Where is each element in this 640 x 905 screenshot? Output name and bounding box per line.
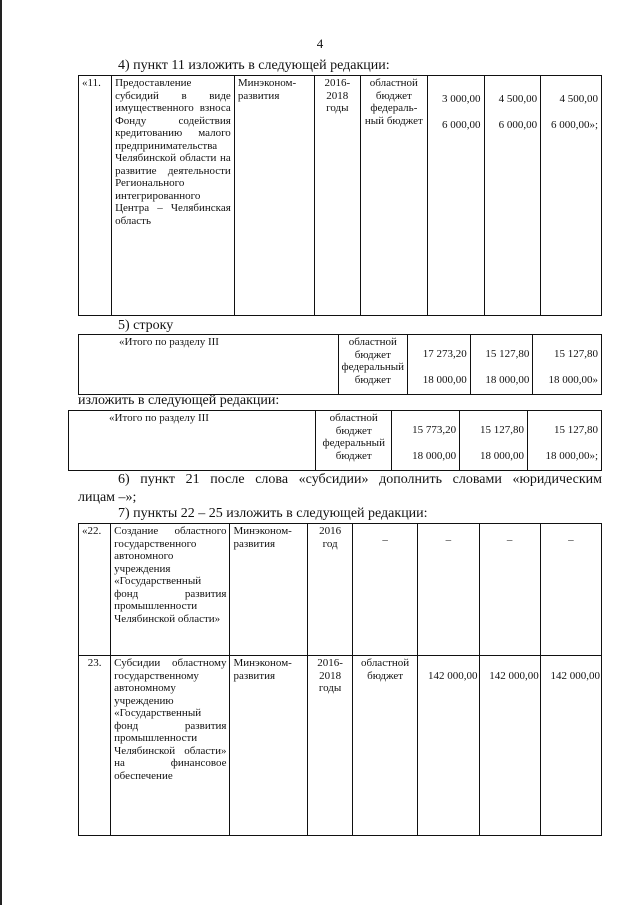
year-2016-values: [392, 411, 460, 471]
value-cell: 15 127,80: [485, 348, 530, 360]
funding-source: областной бюджет: [352, 656, 417, 836]
table-total-new: [68, 410, 602, 471]
value-cell: 142 000,00: [418, 656, 479, 836]
table-item-11: [78, 75, 602, 316]
funding-source: –: [352, 524, 417, 656]
year-2016-values: [427, 76, 484, 316]
item-6-line2: лицам –»;: [78, 490, 137, 505]
year-2016-values: [408, 335, 471, 395]
value-cell: 18 000,00: [485, 374, 530, 386]
item-5-heading: 5) строку: [118, 318, 174, 333]
year-2017-values: [484, 76, 541, 316]
replace-heading: изложить в следующей редакции:: [78, 393, 280, 408]
scan-edge: [0, 0, 2, 905]
table-total-old: [78, 334, 602, 395]
year-2018-values: [533, 335, 602, 395]
item-6-line1: 6) пункт 21 после слова «субсидии» дополнить словами «юридическим: [118, 472, 602, 487]
year-2017-values: [470, 335, 533, 395]
value-cell: 142 000,00: [479, 656, 540, 836]
years: 2016-2018 годы: [314, 76, 360, 316]
value-cell: 15 773,20: [412, 424, 457, 436]
value-cell: 4 500,00: [498, 93, 538, 105]
value-cell: 3 000,00: [442, 93, 481, 105]
page-number: 4: [316, 36, 324, 51]
value-cell: 15 127,80: [480, 424, 524, 436]
source-regional: областной бюджет: [348, 336, 397, 361]
value-cell: 6 000,00»;: [550, 119, 598, 131]
measure-name: Предоставление субсидий в виде имущественного взноса Фонду содействия кредитованию малого предпринимательства Челябинской области на развитие деятельности Регионального интегрированного Центра – Челябинская область: [112, 76, 235, 316]
source-federal: федеральный бюджет: [322, 437, 385, 462]
value-cell: 142 000,00: [540, 656, 601, 836]
value-cell: 17 273,20: [422, 348, 467, 360]
year-2018-values: [541, 76, 602, 316]
row-number: «22.: [79, 524, 111, 656]
measure-name: Создание областного государственного автономного учреждения «Государственный фонд развития промышленности Челябинской области»: [111, 524, 230, 656]
source-regional: областной бюджет: [369, 77, 418, 102]
funding-source: [316, 411, 392, 471]
row-number: 23.: [79, 656, 111, 836]
source-federal: федеральный бюджет: [341, 361, 405, 386]
value-cell: 15 127,80: [554, 348, 598, 360]
measure-name: Субсидии областному государственному автономному учреждению «Государственный фонд развития промышленности Челябинской области» на финансовое обеспечение: [111, 656, 230, 836]
value-cell: 18 000,00: [480, 450, 524, 462]
source-regional: областной бюджет: [329, 412, 378, 437]
total-label: «Итого по разделу III: [79, 335, 339, 395]
department: Минэконом-развития: [230, 524, 308, 656]
years: 2016 год: [308, 524, 353, 656]
department: Минэконом-развития: [234, 76, 314, 316]
item-7-heading: 7) пункты 22 – 25 изложить в следующей редакции:: [118, 506, 428, 521]
value-cell: 6 000,00: [498, 119, 538, 131]
source-federal: федераль-ный бюджет: [364, 102, 423, 127]
value-cell: –: [540, 524, 601, 656]
total-label: «Итого по разделу III: [69, 411, 316, 471]
value-cell: –: [418, 524, 479, 656]
years: 2016-2018 годы: [308, 656, 353, 836]
row-number: «11.: [79, 76, 112, 316]
funding-source: [338, 335, 408, 395]
value-cell: 4 500,00: [559, 93, 598, 105]
value-cell: 18 000,00»: [548, 374, 598, 386]
value-cell: 18 000,00: [412, 450, 457, 462]
value-cell: 18 000,00: [422, 374, 467, 386]
funding-source: [360, 76, 427, 316]
year-2018-values: [528, 411, 602, 471]
value-cell: 6 000,00: [442, 119, 481, 131]
table-items-22-23: [78, 523, 602, 836]
year-2017-values: [460, 411, 528, 471]
value-cell: 18 000,00»;: [545, 450, 598, 462]
item-4-heading: 4) пункт 11 изложить в следующей редакции:: [118, 58, 390, 73]
value-cell: 15 127,80: [554, 424, 598, 436]
department: Минэконом-развития: [230, 656, 308, 836]
value-cell: –: [479, 524, 540, 656]
